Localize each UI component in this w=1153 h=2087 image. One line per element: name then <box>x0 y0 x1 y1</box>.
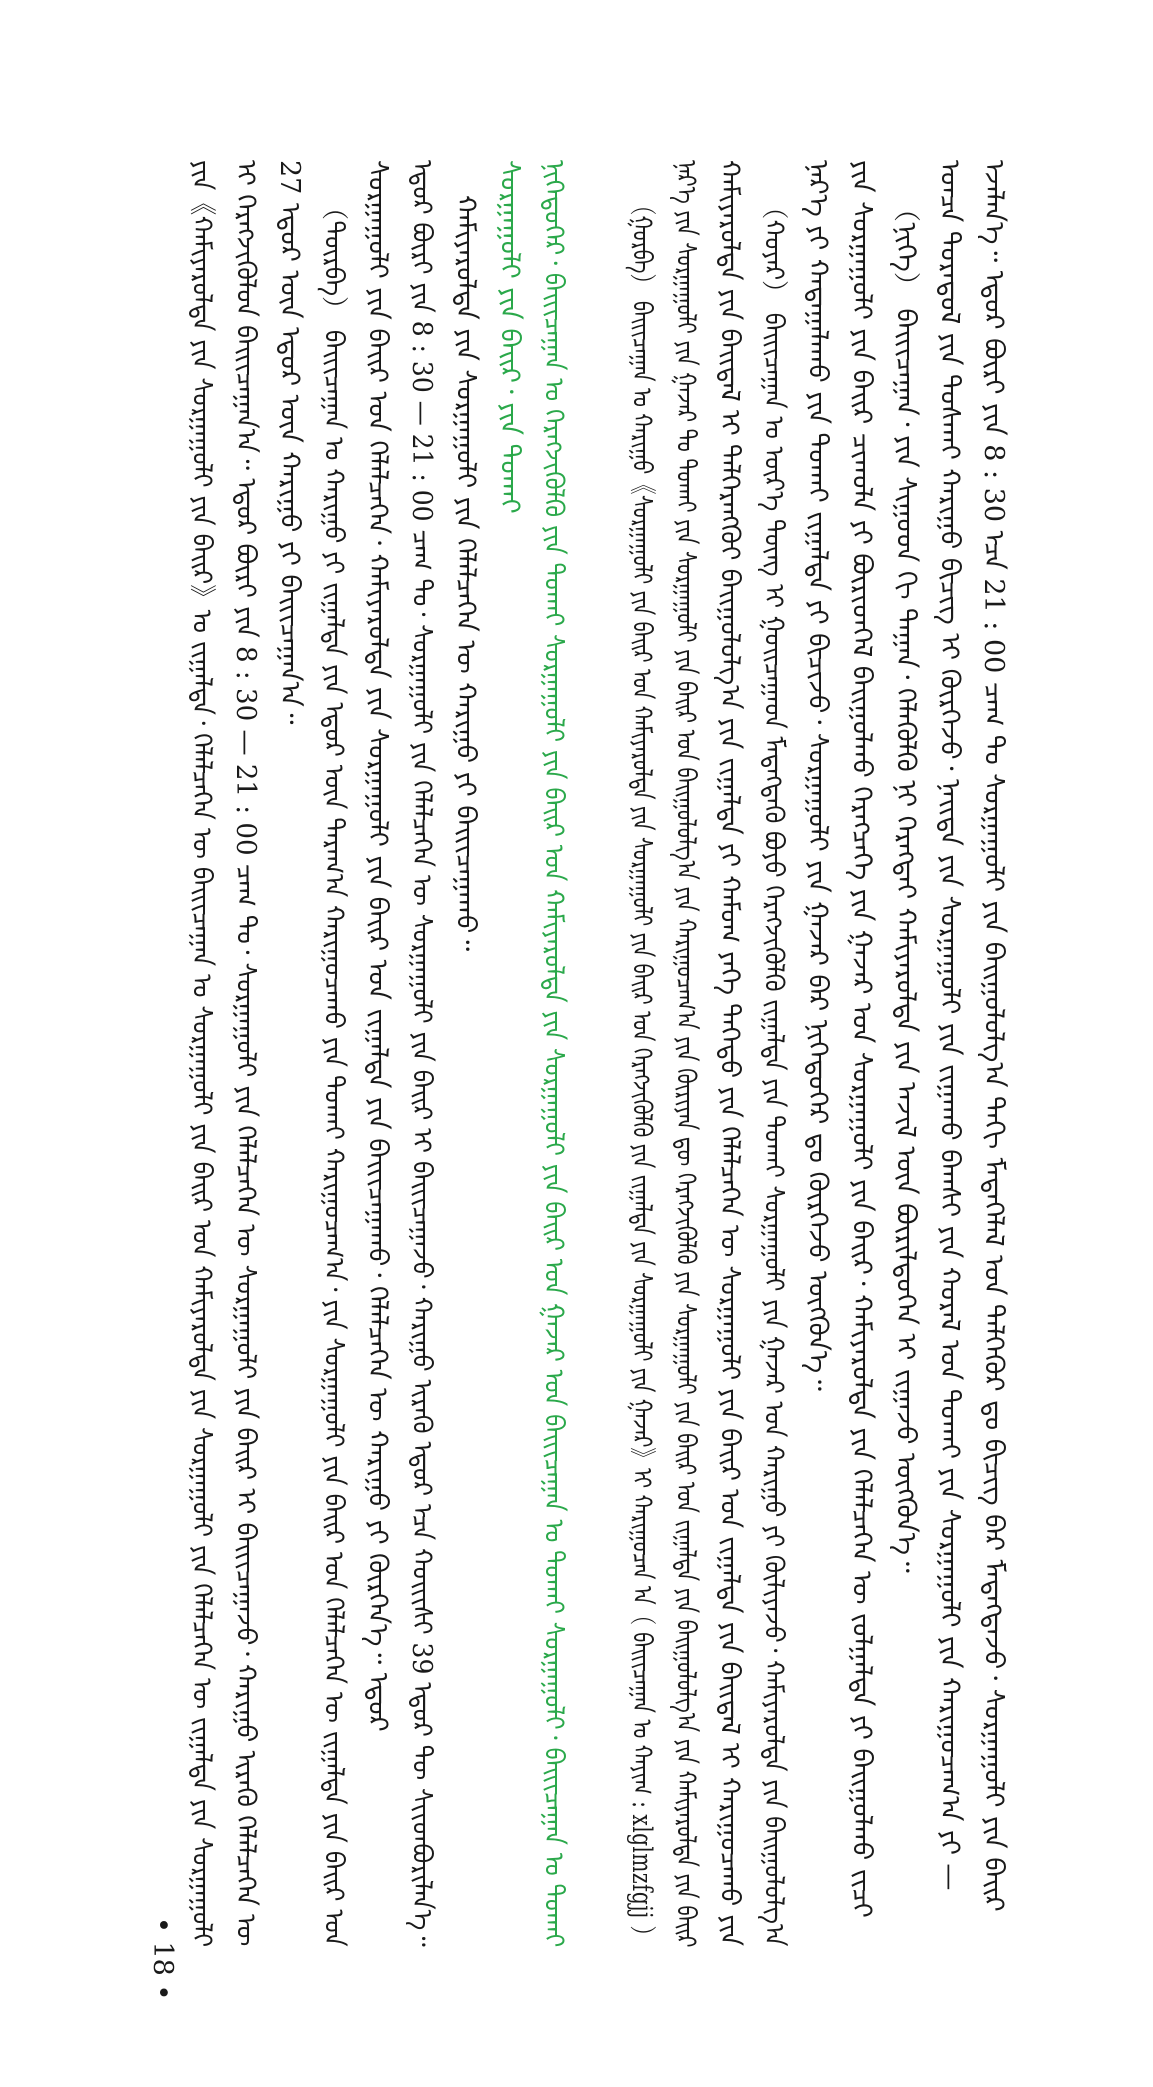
text-column: （ᠨᠢᠭᠡ） ᠪᠠᠢᠢᠴᠠᠭᠠᠨ᠂ ᠶᠢᠨ ᠰᠢᠭᠤᠳ ᠬᠢ ᠳᠠᠭᠠᠨ᠂ ᠬᠡᠯᠡᠭᠦᠯᠬᠦ ᠨᠢ ᠬᠡᠷᠡᠭᠲᠡᠢ ᠬᠠᠮᠢᠶᠠᠷᠤᠯᠲᠠ ᠶᠢᠨ ᠠᠵᠢᠯ ᠦᠨ ᠪᠦᠷᠢᠯᠳᠦᠭᠡᠨ ᠢ ᠵᠢᠭᠠᠵᠤ ᠦᠭᠭᠦᠨ᠎ᠡ᠃ <box>890 195 921 1573</box>
page-number: • 18 • <box>147 1917 178 2001</box>
text-column: ᠬᠠᠮᠢᠶᠠᠷᠤᠯᠲᠠ ᠶᠢᠨ ᠪᠠᠢᠳᠠᠯ ᠢ ᠳᠡᠯᠭᠡᠷᠡᠩᠭᠦᠢ ᠪᠠᠢᠭᠤᠯᠤᠯᠭ᠎ᠠ ᠶᠢᠨ ᠵᠢᠭᠠᠯᠲᠠ ᠶᠢ ᠬᠠᠮᠤᠭ ᠶᠡᠬᠡ ᠳᠡᠭᠡᠳᠦ ᠶᠢᠨ ᠬᠡᠯᠡᠯᠴᠡᠭᠡᠨ ᠦ ᠰᠤᠷᠭᠠᠭᠤᠯᠢ ᠶᠢᠨ ᠪᠠᠢᠷ ᠤᠨ ᠵᠢᠭᠠᠯᠲᠠ ᠶᠢᠨ ᠪᠠᠢᠳᠠᠯ ᠢ ᠬᠠᠷᠢᠭᠤᠴᠠᠬᠤ ᠶᠢᠨ <box>714 160 745 1947</box>
heading-column: ᠰᠤᠷᠭᠠᠭᠤᠯᠢ ᠶᠢᠨ ᠪᠠᠢᠷ᠂ ᠶᠢᠨ ᠲᠤᠬᠠᠢ <box>494 160 525 514</box>
text-column: ᠣᠨᠴᠠ ᠳᠤᠷᠠᠳᠤᠯ ᠶᠢᠨ ᠲᠤᠰᠬᠠᠢ ᠬᠠᠷᠢᠭᠤ ᠪᠢᠴᠢᠭ ᠢ ᠬᠦᠷᠭᠡᠵᠦ᠂ ᠨᠡᠢᠲᠡ ᠶᠢᠨ ᠰᠤᠷᠭᠠᠭᠤᠯᠢ ᠶᠢᠨ ᠵᠢᠭᠠᠬᠤ ᠪᠠᠭᠰᠢ ᠶᠢᠨ ᠬᠤᠷᠠᠯ ᠤᠨ ᠲᠤᠬᠠᠢ ᠶᠢᠨ ᠰᠤᠷᠭᠠᠭᠤᠯᠢ ᠶᠢᠨ ᠬᠠᠷᠢᠭᠤᠴᠠᠭ᠎ᠠ ᠶᠢ — <box>934 160 965 1891</box>
text-column: （ᠭᠤᠷᠪᠠ） ᠪᠠᠢᠢᠴᠠᠭᠠᠨ ᠤ ᠬᠠᠷᠢᠭᠤ《ᠰᠤᠷᠭᠠᠭᠤᠯᠢ ᠶᠢᠨ ᠪᠠᠢᠷ ᠤᠨ ᠬᠠᠮᠢᠶᠠᠷᠤᠯᠲᠠ ᠶᠢᠨ ᠰᠤᠷᠭᠠᠭᠤᠯᠢ ᠶᠢᠨ ᠪᠠᠢᠷ ᠤᠨ ᠬᠡᠷᠡᠭᠵᠢᠭᠦᠯᠬᠦ ᠶᠢᠨ ᠵᠢᠭᠠᠯᠲᠠ ᠶᠢᠨ ᠰᠤᠷᠭᠠᠭᠤᠯᠢ ᠶᠢᠨ ᠭᠠᠵᠠᠷ》ᠢ ᠬᠠᠷᠢᠭᠤᠴᠠᠨ ᠠ（ ᠪᠠᠢᠢᠴᠠᠭᠠᠨ ᠤ ᠬᠠᠶᠢᠭ : xlglmzfgjj ） <box>626 195 657 1947</box>
text-column: ᠬᠠᠮᠢᠶᠠᠷᠤᠯᠲᠠ ᠶᠢᠨ ᠰᠤᠷᠭᠠᠭᠤᠯᠢ ᠶᠢᠨ ᠬᠡᠯᠡᠯᠴᠡᠭᠡᠨ ᠦ ᠬᠠᠷᠢᠭᠤ ᠶᠢ ᠪᠠᠢᠢᠴᠠᠭᠠᠬᠤ᠃ <box>450 195 481 952</box>
text-column: ᠶᠢᠨ《ᠬᠠᠮᠢᠶᠠᠷᠤᠯᠲᠠ ᠶᠢᠨ ᠰᠤᠷᠭᠠᠭᠤᠯᠢ ᠶᠢᠨ ᠪᠠᠢᠷ》ᠤ ᠵᠢᠭᠠᠯᠲᠠ᠂ ᠬᠡᠯᠡᠯᠴᠡᠭᠡᠨ ᠦ ᠪᠠᠢᠢᠴᠠᠭᠠᠨ ᠤ ᠰᠤᠷᠭᠠᠭᠤᠯᠢ ᠶᠢᠨ ᠪᠠᠢᠷ ᠤᠨ ᠬᠠᠮᠢᠶᠠᠷᠤᠯᠲᠠ ᠶᠢᠨ ᠰᠤᠷᠭᠠᠭᠤᠯᠢ ᠶᠢᠨ ᠬᠡᠯᠡᠯᠴᠡᠭᠡᠨ ᠦ ᠵᠢᠭᠠᠯᠲᠠ ᠶᠢᠨ ᠰᠤᠷᠭᠠᠭᠤᠯᠢ <box>186 160 217 1948</box>
text-column: ᠰᠤᠷᠭᠠᠭᠤᠯᠢ ᠶᠢᠨ ᠪᠠᠢᠷ ᠤᠨ ᠬᠡᠯᠡᠯᠴᠡᠭᠡᠨ᠂ ᠬᠠᠮᠢᠶᠠᠷᠤᠯᠲᠠ ᠶᠢᠨ ᠰᠤᠷᠭᠠᠭᠤᠯᠢ ᠶᠢᠨ ᠪᠠᠢᠷ ᠤᠨ ᠵᠢᠭᠠᠯᠲᠠ ᠶᠢᠨ ᠪᠠᠢᠢᠴᠠᠭᠠᠬᠤ᠂ ᠬᠡᠯᠡᠯᠴᠡᠭᠡᠨ ᠦ ᠬᠠᠷᠢᠭᠤ ᠶᠢ ᠬᠦᠷᠭᠡᠨ᠎ᠡ᠃ ᠡᠳᠦᠷ <box>362 160 393 1732</box>
text-column: 27 ᠡᠳᠦᠷ ᠦᠨ ᠡᠳᠦᠷ ᠦᠨ ᠬᠠᠷᠢᠭᠤ ᠶᠢ ᠪᠠᠢᠢᠴᠠᠭᠠᠨ᠎ᠠ᠃ <box>274 160 305 725</box>
text-column: ᠶᠢᠨ ᠰᠤᠷᠭᠠᠭᠤᠯᠢ ᠶᠢᠨ ᠪᠠᠢᠷ ᠴᠢᠬᠤᠯᠠ ᠶᠢ ᠪᠦᠷᠢᠳᠬᠡᠯ ᠪᠠᠢᠭᠤᠯᠬᠤ ᠬᠡᠷᠡᠭᠴᠡᠭᠡ ᠶᠢᠨ ᠭᠠᠵᠠᠷ ᠤᠨ ᠰᠤᠷᠭᠠᠭᠤᠯᠢ ᠶᠢᠨ ᠪᠠᠢᠷ᠂ ᠬᠠᠮᠢᠶᠠᠷᠤᠯᠲᠠ ᠶᠢᠨ ᠬᠡᠯᠡᠯᠴᠡᠭᠡᠨ ᠦ ᠵᠤᠯᠭᠠᠯᠲᠠ ᠶᠢ ᠪᠠᠢᠭᠤᠯᠬᠤ ᠵᠢᠴᠢ <box>846 160 877 1918</box>
text-column: ᠢ ᠬᠡᠷᠡᠭᠵᠢᠭᠦᠯᠦᠨ ᠪᠠᠢᠢᠴᠠᠭᠠᠨ᠎ᠠ᠃ ᠡᠳᠦᠷ ᠪᠦᠷᠢ ᠶᠢᠨ 8 : 30 — 21 : 00 ᠴᠠᠭ ᠲᠤ᠂ ᠰᠤᠷᠭᠠᠭᠤᠯᠢ ᠶᠢᠨ ᠬᠡᠯᠡᠯᠴᠡᠭᠡᠨ ᠦ ᠰᠤᠷᠭᠠᠭᠤᠯᠢ ᠶᠢᠨ ᠪᠠᠢᠷ ᠢ ᠪᠠᠢᠢᠴᠠᠭᠠᠵᠤ᠂ ᠬᠠᠷᠢᠭᠤ ᠢᠷᠡᠬᠦ ᠬᠡᠯᠡᠯᠴᠡᠭᠡᠨ ᠦ <box>230 160 261 1947</box>
text-column: ᠡᠳᠦᠷ ᠪᠦᠷᠢ ᠶᠢᠨ 8 : 30 — 21 : 00 ᠴᠠᠭ ᠲᠤ᠂ ᠰᠤᠷᠭᠠᠭᠤᠯᠢ ᠶᠢᠨ ᠬᠡᠯᠡᠯᠴᠡᠭᠡᠨ ᠦ ᠰᠤᠷᠭᠠᠭᠤᠯᠢ ᠶᠢᠨ ᠪᠠᠢᠷ ᠢ ᠪᠠᠢᠢᠴᠠᠭᠠᠵᠤ᠂ ᠬᠠᠷᠢᠭᠤ ᠢᠷᠡᠬᠦ ᠡᠳᠦᠷ ᠡᠴᠡ ᠬᠤᠢᠢᠰᠢ 39 ᠡᠳᠦᠷ ᠲᠦ ᠰᠢᠢᠳᠪᠦᠷᠢᠯᠡᠨ᠎ᠡ᠃ <box>406 160 437 1947</box>
text-column: （ᠬᠤᠶᠠᠷ） ᠪᠠᠢᠢᠴᠠᠭᠠᠨ ᠤ ᠦᠷ᠎ᠡ ᠳᠦᠩ ᠢ ᠭᠤᠢᠴᠠᠭᠠᠳ ᠮᠡᠳᠡᠭᠳᠡᠬᠦ ᠪᠤᠶᠤ ᠬᠡᠷᠡᠭᠵᠢᠭᠦᠯᠬᠦ ᠵᠢᠭᠠᠯᠲᠠ ᠶᠢᠨ ᠲᠤᠬᠠᠢ ᠰᠤᠷᠭᠠᠭᠤᠯᠢ ᠶᠢᠨ ᠭᠠᠵᠠᠷ ᠤᠨ ᠬᠠᠷᠢᠭᠤ ᠶᠢ ᠬᠦᠯᠢᠶᠡᠵᠦ᠂ ᠬᠠᠮᠢᠶᠠᠷᠤᠯᠲᠠ ᠶᠢᠨ ᠪᠠᠢᠭᠤᠯᠤᠯᠭ᠎ᠠ <box>758 195 789 1947</box>
text-column: ᠨᠡᠷ᠎ᠡ ᠶᠢ ᠬᠠᠳᠠᠭᠠᠯᠠᠬᠤ ᠶᠢᠨ ᠲᠤᠬᠠᠢ ᠵᠢᠭᠠᠯᠲᠠ ᠶᠢ ᠪᠢᠴᠢᠵᠦ᠂ ᠰᠤᠷᠭᠠᠭᠤᠯᠢ ᠶᠢᠨ ᠭᠠᠵᠠᠷ ᠪᠠᠷ ᠨᠢᠭᠡᠳᠦᠭᠡᠷ ᠳᠤ ᠬᠦᠷᠭᠡᠵᠦ ᠦᠭᠭᠦᠨ᠎ᠡ᠃ <box>802 160 833 1391</box>
text-column: ᠨᠡᠷ᠎ᠡ ᠶᠢᠨ ᠰᠤᠷᠭᠠᠭᠤᠯᠢ ᠶᠢᠨ ᠭᠠᠵᠠᠷ ᠲᠤ ᠲᠤᠬᠠᠢ ᠶᠢᠨ ᠰᠤᠷᠭᠠᠭᠤᠯᠢ ᠶᠢᠨ ᠪᠠᠢᠷ ᠤᠨ ᠪᠠᠢᠭᠤᠯᠤᠯᠭ᠎ᠠ ᠶᠢᠨ ᠬᠠᠷᠢᠭᠤᠴᠠᠭ᠎ᠠ ᠶᠢᠨ ᠬᠦᠷᠢᠶᠡᠨ ᠳᠦ ᠬᠡᠷᠡᠭᠵᠢᠭᠦᠯᠬᠦ ᠶᠢᠨ ᠰᠤᠷᠭᠠᠭᠤᠯᠢ ᠶᠢᠨ ᠪᠠᠢᠷ ᠤᠨ ᠵᠢᠭᠠᠯᠲᠠ ᠶᠢᠨ ᠪᠠᠢᠭᠤᠯᠤᠯᠭ᠎ᠠ ᠶᠢᠨ ᠬᠠᠮᠢᠶᠠᠷᠤᠯᠲᠠ ᠶᠢᠨ ᠪᠠᠢᠷ <box>670 160 701 1948</box>
heading-column: ᠨᠢᠭᠡᠳᠦᠭᠡᠷ᠂ ᠪᠠᠢᠢᠴᠠᠭᠠᠨ ᠤ ᠬᠡᠷᠡᠭᠵᠢᠭᠦᠯᠬᠦ ᠶᠢᠨ ᠲᠤᠬᠠᠢ ᠰᠤᠷᠭᠠᠭᠤᠯᠢ ᠶᠢᠨ ᠪᠠᠢᠷ ᠤᠨ ᠬᠠᠮᠢᠶᠠᠷᠤᠯᠲᠠ ᠶᠢᠨ ᠰᠤᠷᠭᠠᠭᠤᠯᠢ ᠶᠢᠨ ᠪᠠᠢᠷ ᠤᠨ ᠭᠠᠵᠠᠷ ᠤᠨ ᠪᠠᠢᠢᠴᠠᠭᠠᠨ ᠤ ᠲᠤᠬᠠᠢ ᠰᠤᠷᠭᠠᠭᠤᠯᠢ᠂ ᠪᠠᠢᠢᠴᠠᠭᠠᠨ ᠤ ᠲᠤᠬᠠᠢ <box>538 160 569 1948</box>
text-column: （ᠳᠦᠷᠪᠡ） ᠪᠠᠢᠢᠴᠠᠭᠠᠨ ᠤ ᠬᠠᠷᠢᠭᠤ ᠶᠢ ᠵᠢᠭᠠᠯᠲᠠ ᠶᠢᠨ ᠡᠳᠦᠷ ᠦᠨ ᠳᠠᠷᠠᠭ᠎ᠠ ᠬᠠᠷᠢᠭᠤᠴᠠᠬᠤ ᠶᠢᠨ ᠲᠤᠬᠠᠢ ᠬᠠᠷᠢᠭᠤᠴᠠᠭ᠎ᠠ᠂ ᠶᠢᠨ ᠰᠤᠷᠭᠠᠭᠤᠯᠢ ᠶᠢᠨ ᠪᠠᠢᠷ ᠤᠨ ᠬᠡᠯᠡᠯᠴᠡᠭᠡᠨ ᠦ ᠵᠢᠭᠠᠯᠲᠠ ᠶᠢᠨ ᠪᠠᠢᠷ ᠤᠨ <box>318 195 349 1947</box>
text-column: ᠡᠵᠡᠯᠡᠨ᠎ᠡ᠃ ᠡᠳᠦᠷ ᠪᠦᠷᠢ ᠶᠢᠨ 8 : 30 ᠡᠴᠡ 21 : 00 ᠴᠠᠭ ᠲᠤ ᠰᠤᠷᠭᠠᠭᠤᠯᠢ ᠶᠢᠨ ᠪᠠᠢᠭᠤᠯᠤᠯᠭ᠎ᠠ ᠳᠠᠬᠢ ᠮᠡᠳᠡᠭᠡᠯᠡᠯ ᠤᠨ ᠳᠡᠯᠭᠡᠭᠦᠷ ᠳᠤ ᠪᠢᠴᠢᠭ ᠪᠠᠷ ᠮᠡᠳᠡᠭᠳᠡᠵᠦ᠂ ᠰᠤᠷᠭᠠᠭᠤᠯᠢ ᠶᠢᠨ ᠪᠠᠢᠷ <box>978 160 1009 1912</box>
